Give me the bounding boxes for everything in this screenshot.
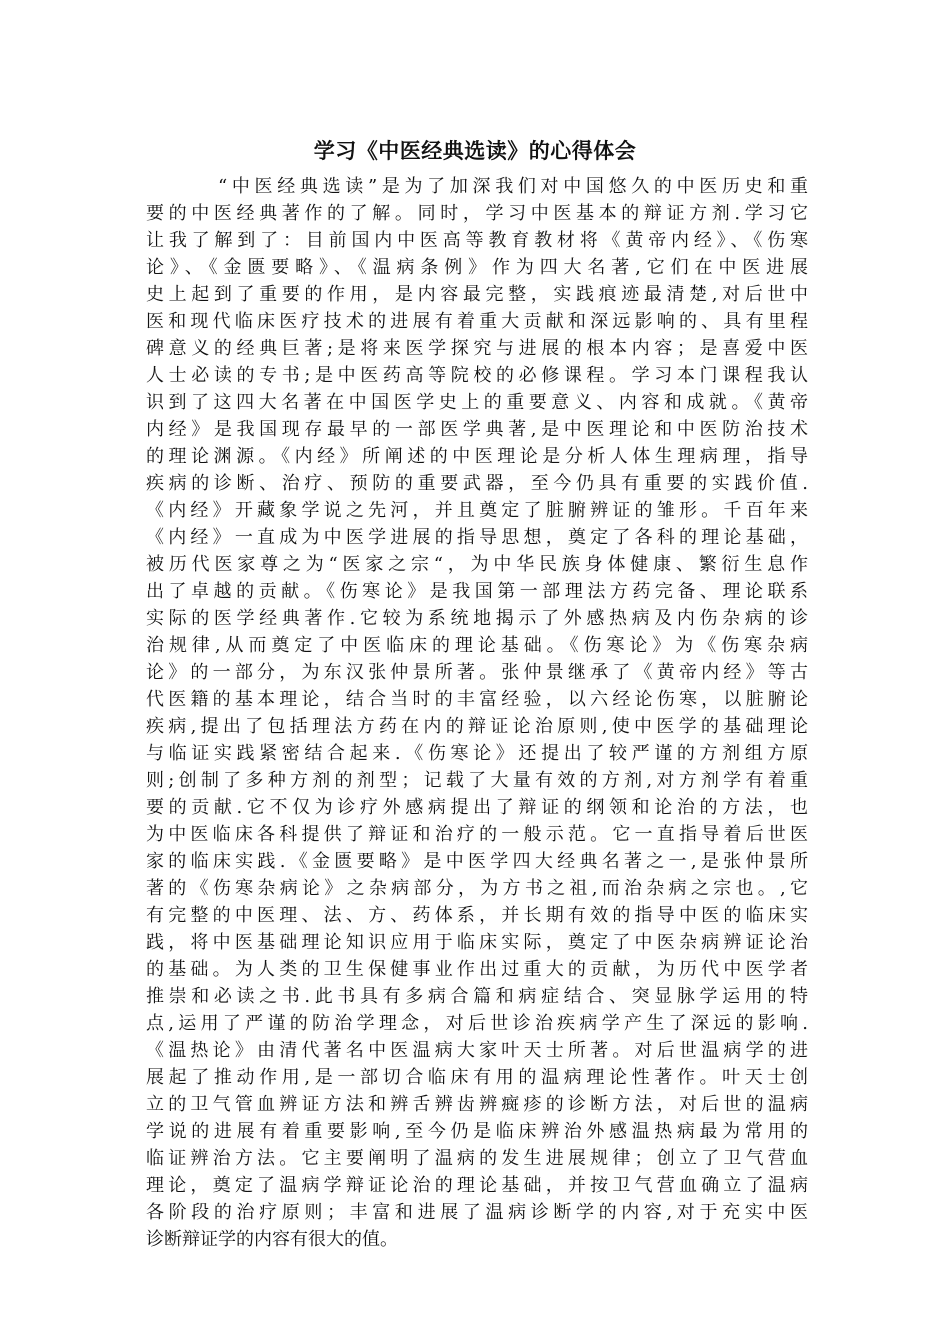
body-line: 要的中医经典著作的了解。同时，学习中医基本的辩证方剂.学习它	[146, 203, 808, 224]
body-line: 要的贡献.它不仅为诊疗外感病提出了辩证的纲领和论治的方法，也	[146, 797, 808, 818]
body-line: 各阶段的治疗原则；丰富和进展了温病诊断学的内容,对于充实中医	[146, 1202, 808, 1223]
body-line: 著的《伤寒杂病论》之杂病部分，为方书之祖,而治杂病之宗也。,它	[146, 878, 808, 899]
body-line: 被历代医家尊之为“医家之宗“，为中华民族身体健康、繁衍生息作	[146, 554, 808, 575]
body-line: 推崇和必读之书.此书具有多病合篇和病症结合、突显脉学运用的特	[146, 986, 808, 1007]
body-line: 家的临床实践.《金匮要略》是中医学四大经典名著之一,是张仲景所	[146, 851, 808, 872]
body-line: 治规律,从而奠定了中医临床的理论基础。《伤寒论》为《伤寒杂病	[146, 635, 808, 656]
body-line: 的理论渊源。《内经》所阐述的中医理论是分析人体生理病理，指导	[146, 446, 808, 467]
body-line: 与临证实践紧密结合起来.《伤寒论》还提出了较严谨的方剂组方原	[146, 743, 808, 764]
body-line: 临证辨治方法。它主要阐明了温病的发生进展规律；创立了卫气营血	[146, 1148, 808, 1169]
body-line: 疾病的诊断、治疗、预防的重要武器，至今仍具有重要的实践价值.	[146, 473, 808, 494]
body-line: 诊断辩证学的内容有很大的值。	[146, 1229, 398, 1250]
body-line: 让我了解到了：目前国内中医高等教育教材将《黄帝内经》、《伤寒	[146, 230, 808, 251]
body-line: “中医经典选读”是为了加深我们对中国悠久的中医历史和重	[218, 176, 808, 197]
body-line: 医和现代临床医疗技术的进展有着重大贡献和深远影响的、具有里程	[146, 311, 808, 332]
body-line: 理论，奠定了温病学辩证论治的理论基础，并按卫气营血确立了温病	[146, 1175, 808, 1196]
body-line: 立的卫气管血辨证方法和辨舌辨齿辨癍疹的诊断方法，对后世的温病	[146, 1094, 808, 1115]
body-line: 代医籍的基本理论，结合当时的丰富经验，以六经论伤寒，以脏腑论	[146, 689, 808, 710]
body-line: 则;创制了多种方剂的剂型；记载了大量有效的方剂,对方剂学有着重	[146, 770, 808, 791]
body-line: 疾病,提出了包括理法方药在内的辩证论治原则,使中医学的基础理论	[146, 716, 808, 737]
body-line: 为中医临床各科提供了辩证和治疗的一般示范。它一直指导着后世医	[146, 824, 808, 845]
body-line: 《内经》一直成为中医学进展的指导思想，奠定了各科的理论基础，	[146, 527, 808, 548]
body-line: 实际的医学经典著作.它较为系统地揭示了外感热病及内伤杂病的诊	[146, 608, 808, 629]
body-line: 有完整的中医理、法、方、药体系，并长期有效的指导中医的临床实	[146, 905, 808, 926]
body-line: 论》、《金匮要略》、《温病条例》作为四大名著,它们在中医进展	[146, 257, 808, 278]
body-line: 《温热论》由清代著名中医温病大家叶天士所著。对后世温病学的进	[146, 1040, 808, 1061]
document-title: 学习《中医经典选读》的心得体会	[313, 139, 637, 163]
body-line: 展起了推动作用,是一部切合临床有用的温病理论性著作。叶天士创	[146, 1067, 808, 1088]
body-line: 学说的进展有着重要影响,至今仍是临床辨治外感温热病最为常用的	[146, 1121, 808, 1142]
body-line: 践，将中医基础理论知识应用于临床实际，奠定了中医杂病辨证论治	[146, 932, 808, 953]
body-line: 识到了这四大名著在中国医学史上的重要意义、内容和成就。《黄帝	[146, 392, 808, 413]
body-line: 出了卓越的贡献。《伤寒论》是我国第一部理法方药完备、理论联系	[146, 581, 808, 602]
body-line: 点,运用了严谨的防治学理念，对后世诊治疾病学产生了深远的影响.	[146, 1013, 808, 1034]
document-body	[146, 173, 808, 1253]
body-line: 的基础。为人类的卫生保健事业作出过重大的贡献，为历代中医学者	[146, 959, 808, 980]
body-line: 内经》是我国现存最早的一部医学典著,是中医理论和中医防治技术	[146, 419, 808, 440]
body-line: 《内经》开藏象学说之先河，并且奠定了脏腑辨证的雏形。千百年来	[146, 500, 808, 521]
body-line: 论》的一部分，为东汉张仲景所著。张仲景继承了《黄帝内经》等古	[146, 662, 808, 683]
body-line: 碑意义的经典巨著;是将来医学探究与进展的根本内容；是喜爱中医	[146, 338, 808, 359]
body-line: 史上起到了重要的作用，是内容最完整，实践痕迹最清楚,对后世中	[146, 284, 808, 305]
body-line: 人士必读的专书;是中医药高等院校的必修课程。学习本门课程我认	[146, 365, 808, 386]
